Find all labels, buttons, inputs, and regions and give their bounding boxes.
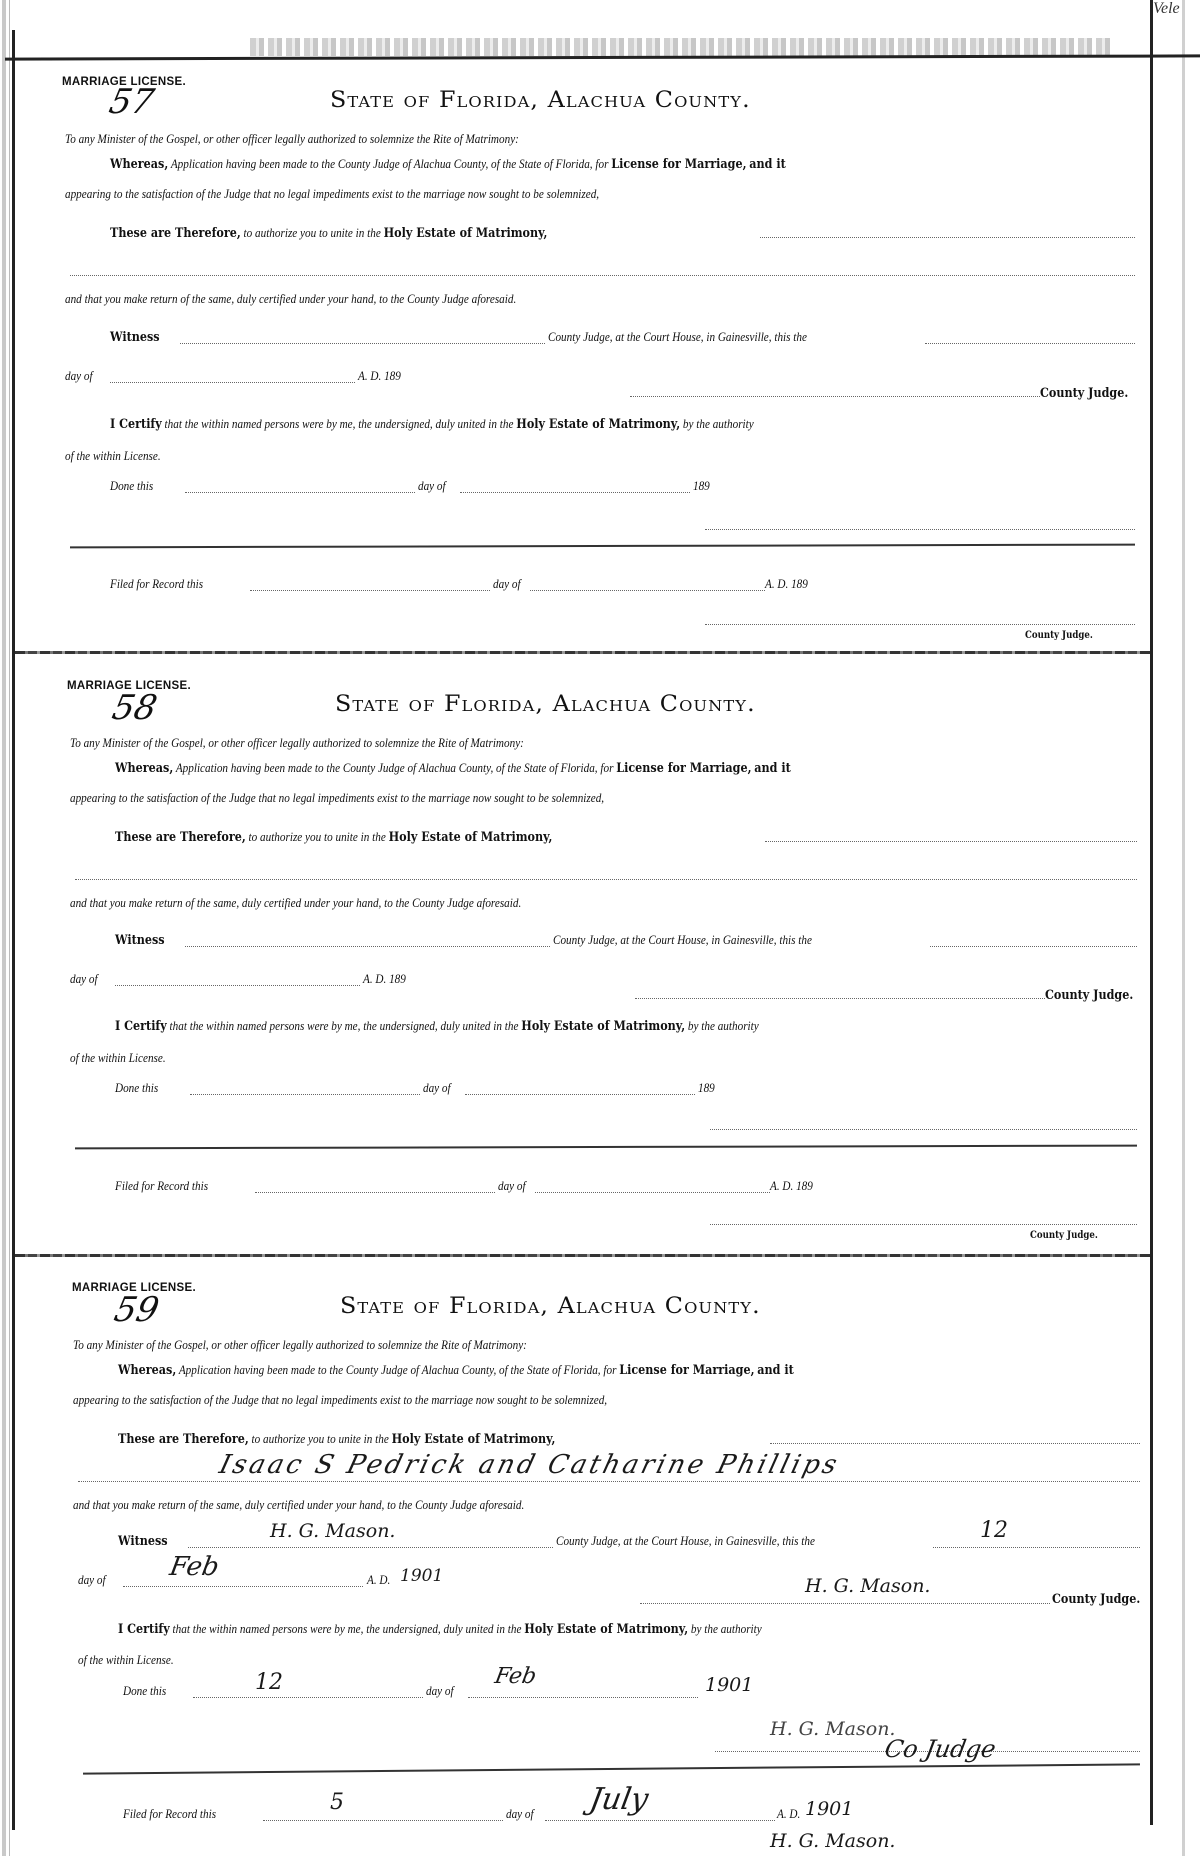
month-blank xyxy=(123,1585,363,1587)
these-are-therefore: These are Therefore, xyxy=(115,830,246,845)
done-this-label: Done this xyxy=(110,478,154,493)
day-blank xyxy=(933,1546,1140,1548)
filed-month-blank xyxy=(545,1819,775,1821)
whereas-text: Application having been made to the County Judge of Alachua County, of the State of Florida, for xyxy=(178,1362,617,1377)
certify-text: that the within named persons were by me, the undersigned, duly united in the xyxy=(169,1018,519,1033)
done-day-blank xyxy=(193,1696,423,1698)
address-line: To any Minister of the Gospel, or other officer legally authorized to solemnize the Rite of Matrimony: xyxy=(73,1337,527,1352)
return-line: and that you make return of the same, duly certified under your hand, to the County Judge aforesaid. xyxy=(65,291,517,306)
parties-blank-line xyxy=(70,274,1135,276)
handwritten-issued-month: Feb xyxy=(167,1552,222,1582)
certify-text: that the within named persons were by me, the undersigned, duly united in the xyxy=(164,416,514,431)
witness-label: Witness xyxy=(110,330,160,345)
witness-blank xyxy=(188,1546,553,1548)
whereas-line xyxy=(110,156,786,172)
handwritten-filed-day: 5 xyxy=(330,1790,344,1815)
form-heading: MARRIAGE LICENSE. xyxy=(72,1282,196,1294)
handwritten-officiant-title: Co Judge xyxy=(882,1735,998,1763)
filed-day-of: day of xyxy=(493,576,521,591)
appearing-line: appearing to the satisfaction of the Judge that no legal impediments exist to the marriage now sought to be solemnized, xyxy=(73,1392,608,1407)
witness-line xyxy=(110,329,160,345)
holy-estate-certify: Holy Estate of Matrimony, xyxy=(524,1622,689,1637)
handwritten-issued-year: 1901 xyxy=(400,1566,444,1586)
form-heading: MARRIAGE LICENSE. xyxy=(67,680,191,692)
and-it: and it xyxy=(749,157,786,172)
filed-ad-189: A. D. 189 xyxy=(765,576,808,591)
form-heading: MARRIAGE LICENSE. xyxy=(62,76,186,88)
filed-day-blank xyxy=(263,1819,503,1821)
these-are-therefore: These are Therefore, xyxy=(118,1432,249,1447)
whereas-label: Whereas, xyxy=(110,157,169,172)
whereas-label: Whereas, xyxy=(118,1363,177,1378)
these-are-therefore: These are Therefore, xyxy=(110,226,241,241)
done-day-of: day of xyxy=(426,1683,454,1698)
done-day-of: day of xyxy=(423,1080,451,1095)
parties-blank-line xyxy=(75,878,1137,880)
certify-line xyxy=(118,1621,762,1637)
ad-label: A. D. xyxy=(367,1572,391,1587)
day-of-label: day of xyxy=(65,368,93,383)
done-this-label: Done this xyxy=(123,1683,167,1698)
form-title: State of Florida, Alachua County. xyxy=(340,1294,761,1319)
done-day-blank xyxy=(185,491,415,493)
return-line: and that you make return of the same, duly certified under your hand, to the County Judge aforesaid. xyxy=(73,1497,525,1512)
month-blank xyxy=(110,381,355,383)
i-certify: I Certify xyxy=(110,417,162,432)
handwritten-witness: H. G. Mason. xyxy=(270,1520,396,1542)
corner-handwriting: Vele xyxy=(1153,0,1180,17)
ad-189: A. D. 189 xyxy=(358,368,401,383)
holy-estate-certify: Holy Estate of Matrimony, xyxy=(516,417,681,432)
witness-blank xyxy=(180,342,545,344)
handwritten-done-day: 12 xyxy=(255,1670,283,1695)
license-for-marriage: License for Marriage, xyxy=(611,157,747,172)
month-blank xyxy=(115,984,360,986)
county-judge-text: County Judge. xyxy=(1045,988,1134,1003)
handwritten-filed-signature: H. G. Mason. xyxy=(770,1830,896,1852)
license-for-marriage: License for Marriage, xyxy=(616,761,752,776)
filed-month-blank xyxy=(530,589,765,591)
scan-edge-left xyxy=(2,0,6,1856)
ad-189: A. D. 189 xyxy=(363,971,406,986)
day-blank xyxy=(930,945,1137,947)
county-judge-small-text: County Judge. xyxy=(1030,1230,1098,1241)
of-license: of the within License. xyxy=(70,1050,166,1065)
parties-line-end xyxy=(770,1442,1140,1444)
witness-label: Witness xyxy=(115,933,165,948)
appearing-line: appearing to the satisfaction of the Judge that no legal impediments exist to the marriage now sought to be solemnized, xyxy=(70,790,605,805)
parties-line-end xyxy=(760,236,1135,238)
by-the-authority: by the authority xyxy=(690,1621,762,1636)
certify-text: that the within named persons were by me, the undersigned, duly united in the xyxy=(172,1621,522,1636)
section-rule xyxy=(70,544,1135,549)
whereas-text: Application having been made to the County Judge of Alachua County, of the State of Florida, for xyxy=(170,156,609,171)
county-judge-small-text: County Judge. xyxy=(1025,630,1093,641)
done-day-of: day of xyxy=(418,478,446,493)
filed-day-blank xyxy=(250,589,490,591)
parties-line-end xyxy=(765,840,1137,842)
appearing-line: appearing to the satisfaction of the Judge that no legal impediments exist to the marriage now sought to be solemnized, xyxy=(65,186,600,201)
i-certify: I Certify xyxy=(115,1019,167,1034)
whereas-line xyxy=(115,760,791,776)
witness-line xyxy=(118,1533,168,1549)
and-it: and it xyxy=(757,1363,794,1378)
judge-signature-blank xyxy=(630,395,1040,397)
judge-signature-blank xyxy=(640,1602,1050,1604)
certify-line xyxy=(115,1018,759,1034)
filed-day-of: day of xyxy=(498,1178,526,1193)
witness-label: Witness xyxy=(118,1534,168,1549)
done-month-blank xyxy=(465,1093,695,1095)
day-of-label: day of xyxy=(70,971,98,986)
holy-estate: Holy Estate of Matrimony, xyxy=(383,226,548,241)
therefore-line xyxy=(110,225,547,241)
filed-day-blank xyxy=(255,1191,495,1193)
handwritten-done-month: Feb xyxy=(492,1664,539,1689)
therefore-line xyxy=(115,829,552,845)
handwritten-issued-day: 12 xyxy=(980,1518,1008,1543)
court-house-text: County Judge, at the Court House, in Gainesville, this the xyxy=(556,1533,815,1548)
i-certify: I Certify xyxy=(118,1622,170,1637)
return-line: and that you make return of the same, duly certified under your hand, to the County Judge aforesaid. xyxy=(70,895,522,910)
form-title: State of Florida, Alachua County. xyxy=(335,692,756,717)
filed-for-record: Filed for Record this xyxy=(115,1178,209,1193)
section-rule xyxy=(75,1145,1137,1150)
county-judge-label xyxy=(1040,385,1128,401)
whereas-text: Application having been made to the County Judge of Alachua County, of the State of Florida, for xyxy=(175,760,614,775)
and-it: and it xyxy=(754,761,791,776)
whereas-line xyxy=(118,1362,794,1378)
done-year: 189 xyxy=(698,1080,715,1095)
day-of-label: day of xyxy=(78,1572,106,1587)
authorize-text: to authorize you to unite in the xyxy=(251,1431,389,1446)
authorize-text: to authorize you to unite in the xyxy=(243,225,381,240)
filed-month-blank xyxy=(535,1191,770,1193)
certify-line xyxy=(110,416,754,432)
filed-for-record: Filed for Record this xyxy=(110,576,204,591)
county-judge-text: County Judge. xyxy=(1052,1592,1141,1607)
handwritten-judge-signature: H. G. Mason. xyxy=(805,1575,931,1597)
court-house-text: County Judge, at the Court House, in Gainesville, this the xyxy=(548,329,807,344)
holy-estate: Holy Estate of Matrimony, xyxy=(391,1432,556,1447)
handwritten-parties: Isaac S Pedrick and Catharine Phillips xyxy=(216,1450,843,1480)
license-block-58 xyxy=(15,600,1150,1260)
scan-edge-left-line xyxy=(9,0,10,1856)
holy-estate: Holy Estate of Matrimony, xyxy=(388,830,553,845)
filed-ad-label: A. D. xyxy=(777,1806,801,1821)
done-this-label: Done this xyxy=(115,1080,159,1095)
done-year: 189 xyxy=(693,478,710,493)
done-month-blank xyxy=(460,491,690,493)
filed-day-of: day of xyxy=(506,1806,534,1821)
witness-line xyxy=(115,932,165,948)
officiant-blank xyxy=(710,1128,1137,1130)
filed-ad-189: A. D. 189 xyxy=(770,1178,813,1193)
county-judge-text: County Judge. xyxy=(1040,386,1129,401)
section-rule xyxy=(83,1763,1140,1774)
court-house-text: County Judge, at the Court House, in Gainesville, this the xyxy=(553,932,812,947)
parties-blank-line xyxy=(78,1480,1140,1482)
judge-signature-blank xyxy=(635,997,1045,999)
license-number: 58 xyxy=(108,688,161,728)
handwritten-filed-year: 1901 xyxy=(805,1798,854,1820)
handwritten-done-year: 1901 xyxy=(705,1674,754,1696)
handwritten-officiant-signature: H. G. Mason. xyxy=(770,1718,896,1740)
day-blank xyxy=(925,342,1135,344)
filed-for-record: Filed for Record this xyxy=(123,1806,217,1821)
officiant-blank xyxy=(705,528,1135,530)
therefore-line xyxy=(118,1431,555,1447)
county-judge-label xyxy=(1045,987,1133,1003)
license-block-57 xyxy=(15,0,1150,660)
scan-edge-right xyxy=(1182,0,1185,1856)
license-number: 59 xyxy=(110,1290,163,1330)
license-block-59 xyxy=(15,1200,1150,1856)
by-the-authority: by the authority xyxy=(687,1018,759,1033)
frame-border-right xyxy=(1150,0,1153,1825)
handwritten-filed-month: July xyxy=(586,1782,651,1817)
license-for-marriage: License for Marriage, xyxy=(619,1363,755,1378)
by-the-authority: by the authority xyxy=(682,416,754,431)
county-judge-label xyxy=(1052,1591,1140,1607)
done-day-blank xyxy=(190,1093,420,1095)
address-line: To any Minister of the Gospel, or other officer legally authorized to solemnize the Rite of Matrimony: xyxy=(70,735,524,750)
done-month-blank xyxy=(468,1696,698,1698)
address-line: To any Minister of the Gospel, or other officer legally authorized to solemnize the Rite of Matrimony: xyxy=(65,131,519,146)
form-title: State of Florida, Alachua County. xyxy=(330,88,751,113)
holy-estate-certify: Holy Estate of Matrimony, xyxy=(521,1019,686,1034)
authorize-text: to authorize you to unite in the xyxy=(248,829,386,844)
of-license: of the within License. xyxy=(78,1652,174,1667)
license-number: 57 xyxy=(105,82,158,122)
witness-blank xyxy=(185,945,550,947)
of-license: of the within License. xyxy=(65,448,161,463)
whereas-label: Whereas, xyxy=(115,761,174,776)
